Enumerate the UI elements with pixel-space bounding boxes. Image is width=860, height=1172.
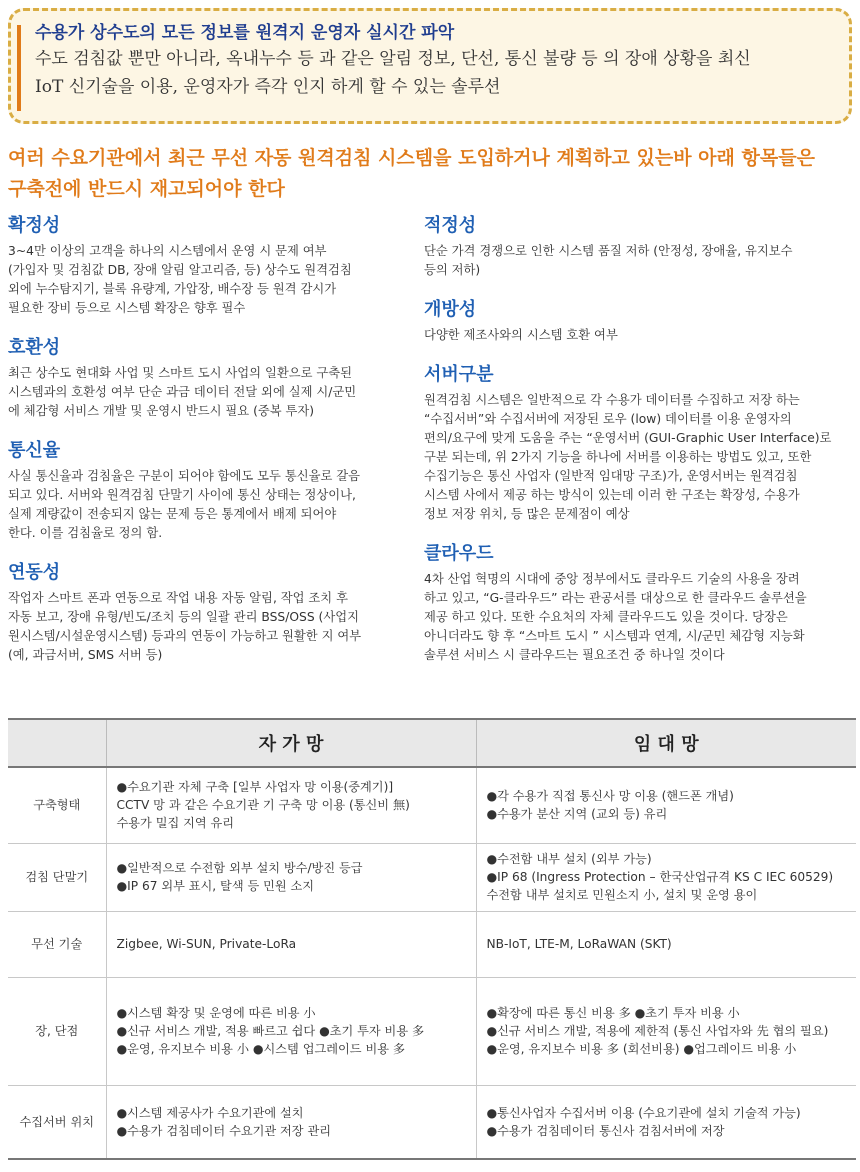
table-header-row [8, 719, 856, 767]
section-body-line: 3~4만 이상의 고객을 하나의 시스템에서 운영 시 문제 여부 [8, 244, 327, 258]
section-body-line: 사실 통신율과 검침율은 구분이 되어야 함에도 모두 통신율로 갈음 [8, 469, 360, 483]
section-body-line: 시스템 사에서 제공 하는 방식이 있는데 이러 한 구조는 확장성, 수용가 [424, 488, 800, 502]
table-row [8, 843, 856, 911]
section-body-line: 제공 하고 있다. 또한 수요처의 자체 클라우드도 있을 것이다. 당장은 [424, 610, 788, 624]
section-body [424, 242, 854, 280]
left-section [8, 214, 400, 318]
right-section [424, 542, 854, 665]
callout-title: 수용가 상수도의 모든 정보를 원격지 운영자 실시간 파악 [35, 23, 455, 43]
cell-line: Zigbee, Wi-SUN, Private-LoRa [116, 937, 297, 951]
section-title: 개방성 [424, 299, 477, 320]
section-body-line: (예, 과금서버, SMS 서버 등) [8, 648, 163, 662]
row-label: 검침 단말기 [8, 843, 106, 911]
cell-line: CCTV 망 과 같은 수요기관 기 구축 망 이용 (통신비 無) [116, 798, 410, 813]
table-row [8, 767, 856, 843]
left-section [8, 336, 400, 421]
cell-line: ●운영, 유지보수 비용 小 ●시스템 업그레이드 비용 多 [116, 1042, 406, 1056]
row-label: 무선 기술 [8, 911, 106, 977]
own-network-cell [106, 767, 476, 843]
leased-network-cell [476, 1085, 856, 1159]
cell-line: ●일반적으로 수전함 외부 설치 방수/방진 등급 [116, 861, 363, 875]
section-body-line: 에 체감형 서비스 개발 및 운영시 반드시 필요 (중복 투자) [8, 404, 315, 418]
table-corner-cell [8, 719, 106, 767]
section-body-line: 수집기능은 통신 사업자 (일반적 임대망 구조)가, 운영서버는 원격검침 [424, 469, 798, 483]
section-title: 적정성 [424, 215, 477, 236]
row-label: 장, 단점 [8, 977, 106, 1085]
cell-line: ●신규 서비스 개발, 적용에 제한적 (통신 사업자와 先 협의 필요) [486, 1024, 829, 1038]
section-body-line: 자동 보고, 장애 유형/빈도/조치 등의 일괄 관리 BSS/OSS (사업지 [8, 610, 359, 624]
table-row [8, 977, 856, 1085]
section-body-line: 최근 상수도 현대화 사업 및 스마트 도시 사업의 일환으로 구축된 [8, 366, 353, 380]
headline-line-2: 구축전에 반드시 재고되어야 한다 [8, 178, 285, 200]
left-column [8, 214, 400, 683]
cell-line: 수전함 내부 설치로 민원소지 小, 설치 및 운영 용이 [486, 888, 758, 902]
cell-line: 수용가 밀집 지역 유리 [116, 816, 235, 831]
section-body-line: 외에 누수탐지기, 블록 유량계, 가압장, 배수장 등 원격 감시가 [8, 282, 337, 296]
right-column [424, 214, 854, 683]
cell-line: ●각 수용가 직접 통신사 망 이용 (핸드폰 개념) [486, 789, 734, 804]
own-network-cell [106, 977, 476, 1085]
page-headline [8, 143, 852, 205]
section-body-line: 한다. 이를 검침율로 정의 함. [8, 526, 163, 540]
section-title: 확정성 [8, 215, 61, 236]
section-body [8, 242, 400, 318]
section-body-line: 4차 산업 혁명의 시대에 중앙 정부에서도 클라우드 기술의 사용을 장려 [424, 572, 800, 586]
left-section [8, 439, 400, 543]
section-body-line: 원격검침 시스템은 일반적으로 각 수용가 데이터를 수집하고 저장 하는 [424, 393, 800, 407]
right-section [424, 298, 854, 345]
cell-line: ●IP 68 (Ingress Protection – 한국산업규격 KS C IEC 60529) [486, 870, 834, 884]
section-body-line: 필요한 장비 등으로 시스템 확장은 향후 필수 [8, 301, 246, 315]
section-body-line: (가입자 및 검침값 DB, 장애 알림 알고리즘, 등) 상수도 원격검침 [8, 263, 352, 277]
own-network-cell [106, 1085, 476, 1159]
cell-line: ●수용가 검침데이터 수요기관 저장 관리 [116, 1123, 332, 1138]
row-label: 구축형태 [8, 767, 106, 843]
cell-line: ●확장에 따른 통신 비용 多 ●초기 투자 비용 小 [486, 1006, 740, 1020]
section-body-line: 시스템과의 호환성 여부 단순 과금 데이터 전달 외에 실제 시/군민 [8, 385, 357, 399]
section-body [8, 364, 400, 421]
leased-network-cell [476, 911, 856, 977]
cell-line: NB-IoT, LTE-M, LoRaWAN (SKT) [486, 937, 672, 951]
headline-line-1: 여러 수요기관에서 최근 무선 자동 원격검침 시스템을 도입하거나 계획하고 있는바 아래 항목들은 [8, 147, 815, 169]
cell-line: ●수용가 분산 지역 (교외 등) 유리 [486, 807, 668, 822]
leased-network-cell [476, 767, 856, 843]
row-label: 수집서버 위치 [8, 1085, 106, 1159]
callout-line-1: 수도 검침값 뿐만 아니라, 옥내누수 등 과 같은 알림 정보, 단선, 통신 불량 등 의 장애 상황을 최신 [35, 49, 751, 69]
section-body-line: 편의/요구에 맞게 도움을 주는 “운영서버 (GUI-Graphic User Interface)로 [424, 431, 832, 445]
section-body-line: 원시스템/시설운영시스템) 등과의 연동이 가능하고 원활한 지 여부 [8, 629, 362, 643]
cell-line: ●시스템 제공사가 수요기관에 설치 [116, 1105, 304, 1120]
own-network-cell [106, 911, 476, 977]
leased-network-cell [476, 843, 856, 911]
section-body-line: 다양한 제조사와의 시스템 호환 여부 [424, 328, 618, 342]
section-body-line: 구분 되는데, 위 2가지 기능을 하나에 서버를 이용하는 방법도 있고, 또한 [424, 450, 812, 464]
section-body-line: 실제 계량값이 전송되지 않는 문제 등은 통계에서 배제 되어야 [8, 507, 337, 521]
own-network-cell [106, 843, 476, 911]
right-section [424, 214, 854, 280]
section-body-line: “수집서버”와 수집서버에 저장된 로우 (low) 데이터를 이용 운영자의 [424, 412, 792, 426]
leased-network-cell [476, 977, 856, 1085]
right-section [424, 363, 854, 524]
callout-accent-bar [17, 25, 21, 111]
section-title: 서버구분 [424, 364, 494, 385]
section-body-line: 하고 있고, “G-클라우드” 라는 관공서를 대상으로 한 클라우드 솔루션을 [424, 591, 807, 605]
section-body-line: 등의 저하) [424, 263, 481, 277]
section-body-line: 단순 가격 경쟁으로 인한 시스템 품질 저하 (안정성, 장애율, 유지보수 [424, 244, 793, 258]
section-title: 호환성 [8, 337, 61, 358]
cell-line: ●IP 67 외부 표시, 탈색 등 민원 소지 [116, 879, 315, 893]
column-header-own-network: 자 가 망 [106, 719, 476, 767]
section-body-line: 솔루션 서비스 시 클라우드는 필요조건 중 하나일 것이다 [424, 648, 725, 662]
section-title: 클라우드 [424, 543, 494, 564]
section-body-line: 아니더라도 향 후 “스마트 도시 ” 시스템과 연계, 시/군민 체감형 지능화 [424, 629, 805, 643]
cell-line: ●신규 서비스 개발, 적용 빠르고 쉽다 ●초기 투자 비용 多 [116, 1024, 425, 1038]
cell-line: ●운영, 유지보수 비용 多 (회선비용) ●업그레이드 비용 小 [486, 1042, 797, 1056]
section-title: 통신율 [8, 440, 61, 461]
section-body-line: 정보 저장 위치, 등 많은 문제점이 예상 [424, 507, 630, 521]
section-title: 연동성 [8, 562, 61, 583]
cell-line: ●수전함 내부 설치 (외부 가능) [486, 852, 652, 866]
left-section [8, 561, 400, 665]
table-row [8, 911, 856, 977]
section-body-line: 되고 있다. 서버와 원격검침 단말기 사이에 통신 상태는 정상이나, [8, 488, 356, 502]
cell-line: ●수요기관 자체 구축 [일부 사업자 망 이용(중계기)] [116, 780, 394, 795]
section-body [8, 589, 400, 665]
table-row [8, 1085, 856, 1159]
section-body [424, 570, 854, 665]
section-body [424, 326, 854, 345]
callout-line-2: IoT 신기술을 이용, 운영자가 즉각 인지 하게 할 수 있는 솔루션 [35, 77, 501, 97]
cell-line: ●시스템 확장 및 운영에 따른 비용 小 [116, 1006, 316, 1020]
cell-line: ●통신사업자 수집서버 이용 (수요기관에 설치 기술적 가능) [486, 1105, 801, 1120]
comparison-table [8, 718, 856, 1160]
cell-line: ●수용가 검침데이터 통신사 검침서버에 저장 [486, 1123, 725, 1138]
section-body [424, 391, 854, 524]
summary-callout [8, 8, 852, 124]
section-body-line: 작업자 스마트 폰과 연동으로 작업 내용 자동 알림, 작업 조치 후 [8, 591, 348, 605]
column-header-leased-network: 임 대 망 [476, 719, 856, 767]
section-body [8, 467, 400, 543]
